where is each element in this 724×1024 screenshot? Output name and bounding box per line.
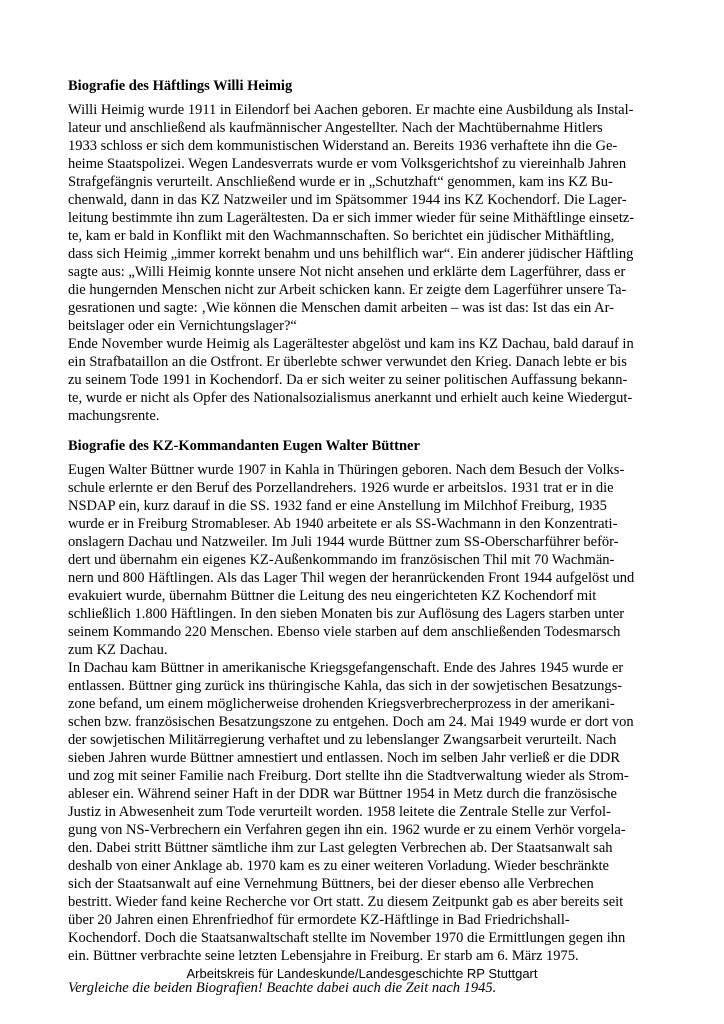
paragraph-line: In Dachau kam Büttner in amerikanische Kriegsgefangenschaft. Ende des Jahres 1945 wurde er [68,660,624,676]
paragraph-line: sich der Staatsanwalt auf eine Vernehmung Büttners, bei der dieser ebenso alle Verbrechen [68,876,594,892]
paragraph-line: schule erlernte er den Beruf des Porzellandrehers. 1926 wurde er arbeitslos. 1931 trat er in die [68,480,614,496]
paragraph-line: leitung bestimmte ihn zum Lagerältesten. Da er sich immer wieder für seine Mithäftlinge einsetz- [68,210,635,226]
paragraph-line: chenwald, dann in das KZ Natzweiler und im Spätsommer 1944 ins KZ Kochendorf. Die Lager- [68,192,627,208]
section-body [68,461,654,965]
paragraph-line: lateur und anschließend als kaufmännischer Angestellter. Nach der Machtübernahme Hitlers [68,120,603,136]
page-footer: Arbeitskreis für Landeskunde/Landesgeschichte RP Stuttgart [186,966,538,981]
paragraph-line: ein Strafbataillon an die Ostfront. Er überlebte schwer verwundet den Krieg. Danach lebte er bis [68,354,627,370]
section-heading: Biografie des KZ-Kommandanten Eugen Walter Büttner [68,438,420,454]
paragraph-line: entlassen. Büttner ging zurück ins thüringische Kahla, das sich in der sowjetischen Besatzungs- [68,678,623,694]
section-buettner [68,437,654,965]
paragraph-line: Eugen Walter Büttner wurde 1907 in Kahla in Thüringen geboren. Nach dem Besuch der Volks- [68,462,625,478]
paragraph-line: Justiz in Abwesenheit zum Tode verurteilt worden. 1958 leitete die Zentrale Stelle zur Verfol- [68,804,611,820]
paragraph-line: zum KZ Dachau. [68,642,168,658]
paragraph-line: Kochendorf. Doch die Staatsanwaltschaft stellte im November 1970 die Ermittlungen gegen ihn [68,930,626,946]
paragraph-line: 1933 schloss er sich dem kommunistischen Widerstand an. Bereits 1936 verhaftete ihn die Ge- [68,138,618,154]
paragraph-line: gesrationen und sagte: ‚Wie können die Menschen damit arbeiten – was ist das: Ist das ein Ar- [68,300,614,316]
paragraph-line: dert und übernahm ein eigenes KZ-Außenkommando im französischen Thil mit 70 Wachmän- [68,552,615,568]
paragraph-line: schen bzw. französischen Besatzungszone zu entgehen. Doch am 24. Mai 1949 wurde er dort von [68,714,634,730]
paragraph-line: gung von NS-Verbrechern ein Verfahren gegen ihn ein. 1962 wurde er zu einem Verhör vorgela- [68,822,626,838]
paragraph-line: machungsrente. [68,408,160,424]
paragraph-line: die hungernden Menschen nicht zur Arbeit schicken kann. Er zeigte dem Lagerführer unsere Ta- [68,282,627,298]
paragraph-line: Willi Heimig wurde 1911 in Eilendorf bei Aachen geboren. Er machte eine Ausbildung als Instal- [68,102,634,118]
paragraph-line: NSDAP ein, kurz darauf in die SS. 1932 fand er eine Anstellung im Milchhof Freiburg, 1935 [68,498,607,514]
paragraph-line: zu seinem Tode 1991 in Kochendorf. Da er sich weiter zu seiner politischen Auffassung bekann- [68,372,628,388]
paragraph-line: dass sich Heimig „immer korrekt benahm und uns behilflich war“. Ein anderer jüdischer Häftling [68,246,634,262]
paragraph-line: ein. Büttner verbrachte seine letzten Lebensjahre in Freiburg. Er starb am 6. März 1975. [68,948,579,964]
paragraph-line: über 20 Jahren einen Ehrenfriedhof für ermordete KZ-Häftlinge in Bad Friedrichshall- [68,912,570,928]
paragraph-line: bestritt. Wieder fand keine Recherche vor Ort statt. Zu diesem Zeitpunkt gab es aber bereits seit [68,894,624,910]
paragraph-line: ableser ein. Während seiner Haft in der DDR war Büttner 1954 in Metz durch die französische [68,786,617,802]
paragraph-line: deshalb von einer Anklage ab. 1970 kam es zu einer weiteren Vorladung. Wieder beschränkte [68,858,609,874]
paragraph-line: Ende November wurde Heimig als Lagerältester abgelöst und kam ins KZ Dachau, bald darauf in [68,336,634,352]
section-heimig [68,77,654,425]
paragraph-line: onslagern Dachau und Natzweiler. Im Juli 1944 wurde Büttner zum SS-Oberscharführer beför- [68,534,619,550]
paragraph-line: seinem Kommando 220 Menschen. Ebenso viele starben auf dem anschließenden Todesmarsch [68,624,621,640]
paragraph-line: den. Dabei stritt Büttner sämtliche ihm zur Last gelegten Verbrechen ab. Der Staatsanwalt sah [68,840,613,856]
paragraph-line: wurde er in Freiburg Stromableser. Ab 1940 arbeitete er als SS-Wachmann in den Konzentrati- [68,516,618,532]
paragraph-line: sagte aus: „Willi Heimig konnte unsere Not nicht ansehen und erklärte dem Lagerführer, dass er [68,264,626,280]
paragraph-line: Strafgefängnis verurteilt. Anschließend wurde er in „Schutzhaft“ genommen, kam ins KZ Bu- [68,174,613,190]
paragraph-line: heime Staatspolizei. Wegen Landesverrats wurde er vom Volksgerichtshof zu viereinhalb Jahren [68,156,627,172]
paragraph-line: und zog mit seiner Familie nach Freiburg. Dort stellte ihn die Stadtverwaltung wieder als Strom- [68,768,629,784]
paragraph-line: te, wurde er nicht als Opfer des Nationalsozialismus anerkannt und erhielt auch keine Wiedergut- [68,390,633,406]
paragraph-line: sieben Jahren wurde Büttner amnestiert und entlassen. Noch im selben Jahr verließ er die DDR [68,750,621,766]
paragraph-line: te, kam er bald in Konflikt mit den Wachmannschaften. So berichtet ein jüdischer Mithäftling, [68,228,615,244]
section-heading: Biografie des Häftlings Willi Heimig [68,78,293,94]
paragraph-line: nern und 800 Häftlingen. Als das Lager Thil wegen der heranrückenden Front 1944 aufgelöst und [68,570,635,586]
paragraph-line: der sowjetischen Militärregierung verhaftet und zu lebenslanger Zwangsarbeit verurteilt. Nach [68,732,617,748]
paragraph-line: schließlich 1.800 Häftlingen. In den sieben Monaten bis zur Auflösung des Lagers starben unter [68,606,625,622]
document-content [68,77,654,997]
paragraph-line: beitslager oder ein Vernichtungslager?“ [68,318,297,334]
paragraph-line: zone befand, um einem möglicherweise drohenden Kriegsverbrecherprozess in der amerikani- [68,696,615,712]
section-body [68,101,654,425]
paragraph-line: evakuiert wurde, übernahm Büttner die Leitung des neu eingerichteten KZ Kochendorf mit [68,588,597,604]
closing-instruction: Vergleiche die beiden Biografien! Beachte dabei auch die Zeit nach 1945. [68,980,497,996]
